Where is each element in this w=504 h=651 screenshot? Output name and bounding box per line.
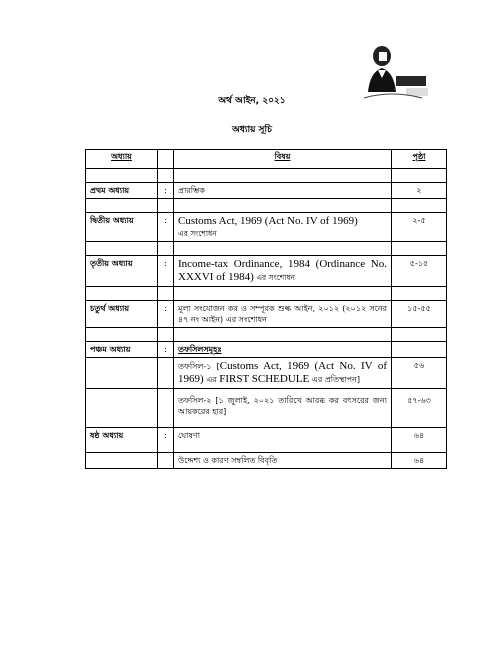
table-row — [86, 389, 447, 428]
spacer-row — [86, 242, 447, 256]
colon-cell: : — [158, 342, 174, 358]
subject-cell — [174, 256, 392, 287]
subject-cell: মূল্য সংযোজন কর ও সম্পূরক শুল্ক আইন, ২০১২ (২০১২ সনের ৪৭ নং আইন) এর সংশোধন — [174, 301, 392, 328]
subject-bangla-text: এর সংশোধন — [178, 229, 217, 238]
chapter-cell — [86, 453, 158, 469]
page-cell: ২ — [392, 183, 447, 199]
toc-heading: অধ্যায় সূচি — [232, 125, 272, 135]
subject-cell: ঘোষণা — [174, 428, 392, 453]
header-subject: বিষয় — [174, 150, 392, 169]
subject-middle: এর — [206, 375, 217, 384]
page-cell: ১৫-৫৫ — [392, 301, 447, 328]
page-cell: ৫৭-৬৩ — [392, 389, 447, 428]
chapter-cell: পঞ্চম অধ্যায় — [86, 342, 158, 358]
document-title: অর্থ আইন, ২০২১ — [218, 96, 286, 106]
subject-english-text: Customs Act, 1969 (Act No. IV of 1969) — [178, 360, 387, 385]
subject-english-text: Income-tax Ordinance, 1984 (Ordinance No. XXXVI of 1984) — [178, 258, 387, 283]
spacer-row — [86, 328, 447, 342]
subject-cell: প্রারম্ভিক — [174, 183, 392, 199]
chapter-cell — [86, 389, 158, 428]
chapter-cell: তৃতীয় অধ্যায় — [86, 256, 158, 287]
page-cell: ৬৪ — [392, 453, 447, 469]
table-row — [86, 453, 447, 469]
table-row — [86, 342, 447, 358]
colon-cell: : — [158, 256, 174, 287]
subject-suffix: এর প্রতিস্থাপন] — [311, 375, 360, 384]
chapter-cell: ষষ্ঠ অধ্যায় — [86, 428, 158, 453]
chapter-cell: দ্বিতীয় অধ্যায় — [86, 213, 158, 242]
spacer-row — [86, 287, 447, 301]
subject-bangla-text: এর সংশোধন — [256, 273, 296, 282]
toc-table — [85, 149, 447, 469]
subject-cell: তফসিল-২ [১ জুলাই, ২০২১ তারিখে আরব্ধ কর বৎসরের জন্য আয়করের হার] — [174, 389, 392, 428]
page-cell: ৫৬ — [392, 358, 447, 389]
subject-cell — [174, 213, 392, 242]
page-cell: ৬৪ — [392, 428, 447, 453]
colon-cell — [158, 389, 174, 428]
header-chapter: অধ্যায় — [86, 150, 158, 169]
spacer-row — [86, 199, 447, 213]
chapter-cell: চতুর্থ অধ্যায় — [86, 301, 158, 328]
table-row — [86, 301, 447, 328]
page-cell — [392, 342, 447, 358]
subject-cell — [174, 358, 392, 389]
header-colon — [158, 150, 174, 169]
table-row — [86, 358, 447, 389]
subject-cell: তফসিলসমূহঃ — [174, 342, 392, 358]
page-cell: ৫-১৫ — [392, 256, 447, 287]
chapter-cell — [86, 358, 158, 389]
table-row — [86, 213, 447, 242]
page-cell: ২-৫ — [392, 213, 447, 242]
colon-cell — [158, 453, 174, 469]
subject-prefix: তফসিল-১ [ — [178, 362, 220, 371]
colon-cell: : — [158, 183, 174, 199]
subject-english-text: Customs Act, 1969 (Act No. IV of 1969) — [178, 215, 358, 227]
subject-cell: উদ্দেশ্য ও কারণ সম্বলিত বিবৃতি — [174, 453, 392, 469]
table-row — [86, 183, 447, 199]
spacer-row — [86, 169, 447, 183]
chapter-cell: প্রথম অধ্যায় — [86, 183, 158, 199]
header-page: পৃষ্ঠা — [392, 150, 447, 169]
subject-english-text-2: FIRST SCHEDULE — [219, 373, 310, 385]
colon-cell: : — [158, 213, 174, 242]
colon-cell: : — [158, 428, 174, 453]
table-row — [86, 428, 447, 453]
table-header-row — [86, 150, 447, 169]
colon-cell — [158, 358, 174, 389]
colon-cell: : — [158, 301, 174, 328]
table-row — [86, 256, 447, 287]
